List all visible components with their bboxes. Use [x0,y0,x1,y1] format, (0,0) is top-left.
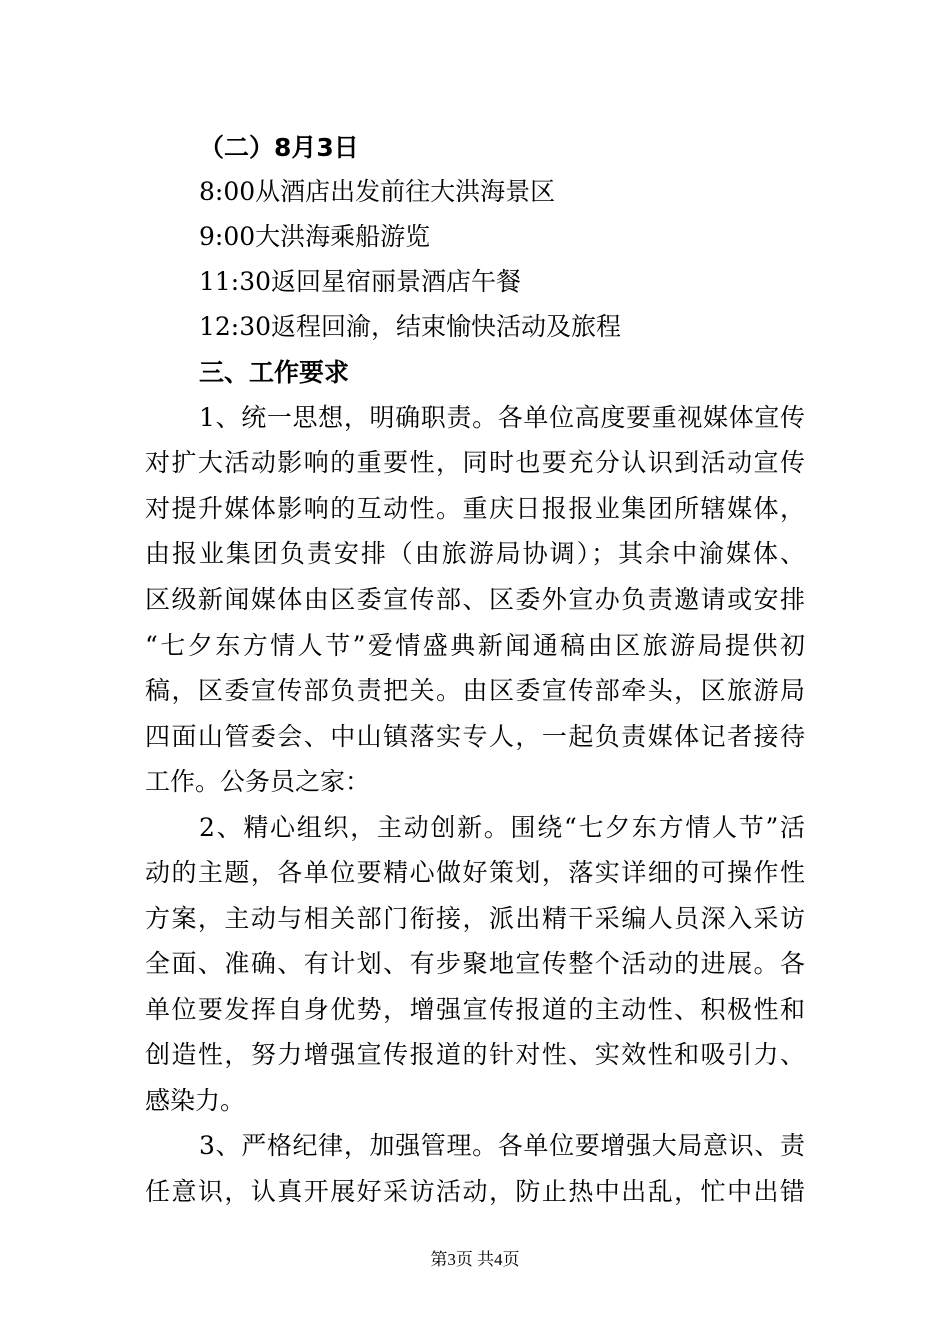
paragraph-line: 3、严格纪律，加强管理。各单位要增强大局意识、责 [199,1131,805,1160]
section-date-heading: （二）8月3日 [199,133,359,162]
paragraph-line: 2、精心组织，主动创新。围绕“七夕东方情人节”活 [199,813,805,842]
paragraph-line: 方案，主动与相关部门衔接，派出精干采编人员深入采访 [145,904,805,933]
page-number-footer: 第3页 共4页 [430,1250,520,1269]
paragraph-line: 感染力。 [145,1086,246,1115]
paragraph-line: 1、统一思想，明确职责。各单位高度要重视媒体宣传 [199,403,805,432]
schedule-item: 8:00从酒店出发前往大洪海景区 [199,177,556,206]
paragraph-line: 稿，区委宣传部负责把关。由区委宣传部牵头，区旅游局 [145,676,805,705]
paragraph-line: 由报业集团负责安排（由旅游局协调）；其余中渝媒体、 [145,539,805,568]
paragraph-line: “七夕东方情人节”爱情盛典新闻通稿由区旅游局提供初 [145,631,805,660]
paragraph-line: 动的主题，各单位要精心做好策划，落实详细的可操作性 [145,858,805,887]
paragraph-line: 任意识，认真开展好采访活动，防止热中出乱，忙中出错 [145,1177,805,1206]
schedule-item: 9:00大洪海乘船游览 [199,222,431,251]
paragraph-line: 区级新闻媒体由区委宣传部、区委外宣办负责邀请或安排 [145,585,805,614]
paragraph-line: 工作。公务员之家： [145,767,371,796]
paragraph-line: 对提升媒体影响的互动性。重庆日报报业集团所辖媒体， [145,494,805,523]
paragraph-line: 创造性，努力增强宣传报道的针对性、实效性和吸引力、 [145,1040,805,1069]
paragraph-line: 四面山管委会、中山镇落实专人，一起负责媒体记者接待 [145,722,805,751]
paragraph-line: 单位要发挥自身优势，增强宣传报道的主动性、积极性和 [145,995,805,1024]
schedule-item: 12:30返程回渝，结束愉快活动及旅程 [199,312,622,341]
schedule-item: 11:30返回星宿丽景酒店午餐 [199,267,522,296]
section-title-heading: 三、工作要求 [199,358,350,387]
paragraph-line: 全面、准确、有计划、有步聚地宣传整个活动的进展。各 [145,949,805,978]
paragraph-line: 对扩大活动影响的重要性，同时也要充分认识到活动宣传 [145,448,805,477]
